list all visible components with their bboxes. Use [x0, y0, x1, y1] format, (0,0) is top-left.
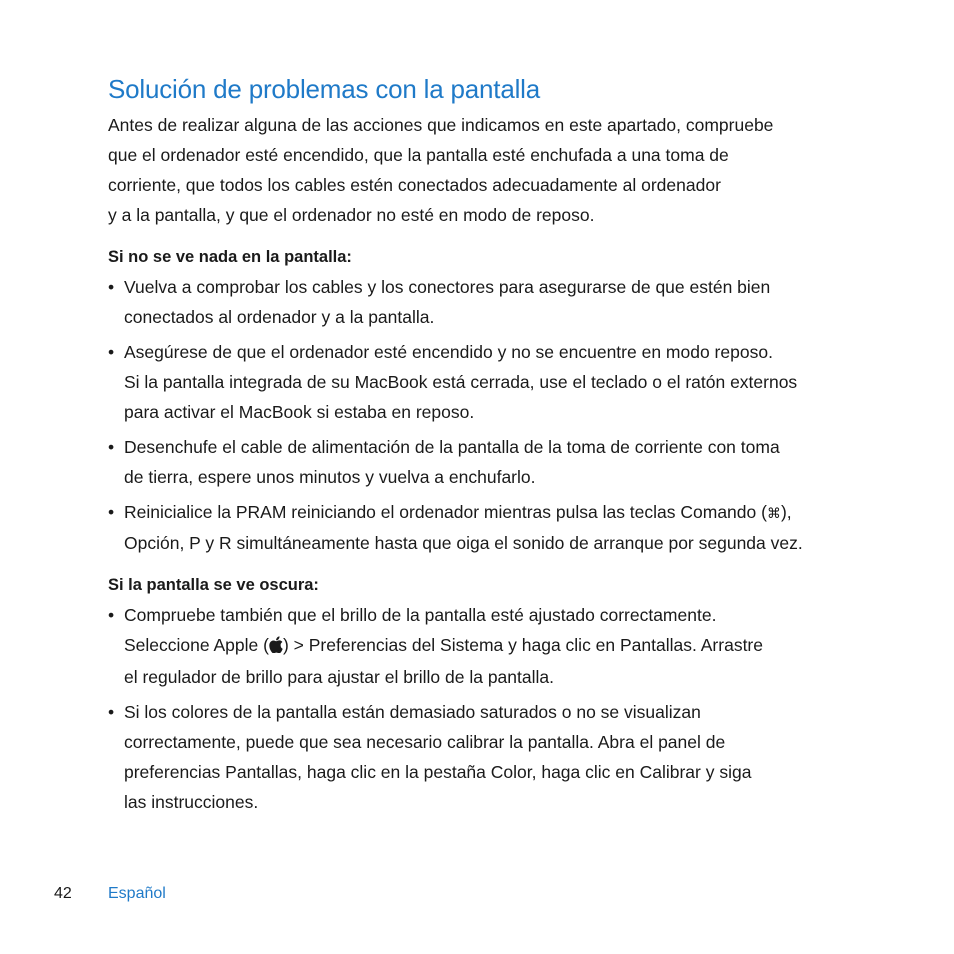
- bullet-dot: •: [108, 502, 115, 522]
- list-item: [108, 432, 898, 492]
- section-heading-no-picture: Si no se ve nada en la pantalla:: [108, 248, 352, 266]
- list-item-text: ),: [780, 502, 792, 522]
- list-item-line: Opción, P y R simultáneamente hasta que oiga el sonido de arranque por segunda vez.: [124, 533, 803, 553]
- list-item-line: para activar el MacBook si estaba en reposo.: [124, 402, 475, 422]
- bullet-dot: •: [108, 605, 115, 625]
- no-picture-list: [108, 272, 898, 558]
- list-item-line: conectados al ordenador y a la pantalla.: [124, 307, 435, 327]
- intro-line: Antes de realizar alguna de las acciones que indicamos en este apartado, compruebe: [108, 115, 774, 135]
- bullet-dot: •: [108, 342, 115, 362]
- apple-logo-icon: [269, 632, 283, 662]
- page-content: [108, 110, 898, 822]
- list-item-line: Reinicialice la PRAM reiniciando el ordenador mientras pulsa las teclas Comando (: [124, 502, 767, 522]
- list-item: [108, 697, 898, 817]
- list-item-line: Asegúrese de que el ordenador esté encendido y no se encuentre en modo reposo.: [124, 342, 773, 362]
- bullet-dot: •: [108, 702, 115, 722]
- command-key-icon: ⌘: [766, 505, 781, 521]
- section-heading-dark-screen: Si la pantalla se ve oscura:: [108, 576, 319, 594]
- list-item-line: las instrucciones.: [124, 792, 259, 812]
- list-item-text: Seleccione Apple (: [124, 635, 269, 655]
- list-item-line: Compruebe también que el brillo de la pantalla esté ajustado correctamente.: [124, 605, 717, 625]
- intro-line: y a la pantalla, y que el ordenador no esté en modo de reposo.: [108, 205, 595, 225]
- list-item-line: Desenchufe el cable de alimentación de la pantalla de la toma de corriente con toma: [124, 437, 780, 457]
- footer-language: Español: [108, 885, 166, 902]
- list-item-line: el regulador de brillo para ajustar el brillo de la pantalla.: [124, 667, 554, 687]
- page-title: Solución de problemas con la pantalla: [108, 74, 540, 104]
- page-number: 42: [54, 885, 72, 902]
- list-item: [108, 600, 898, 692]
- list-item: [108, 497, 898, 558]
- list-item: [108, 337, 898, 427]
- list-item-text: ) > Preferencias del Sistema y haga clic en Pantallas. Arrastre: [282, 635, 763, 655]
- bullet-dot: •: [108, 437, 115, 457]
- list-item-line: preferencias Pantallas, haga clic en la pestaña Color, haga clic en Calibrar y siga: [124, 762, 752, 782]
- intro-paragraph: [108, 110, 898, 230]
- list-item-line: de tierra, espere unos minutos y vuelva a enchufarlo.: [124, 467, 536, 487]
- intro-line: que el ordenador esté encendido, que la pantalla esté enchufada a una toma de: [108, 145, 729, 165]
- dark-screen-list: [108, 600, 898, 817]
- list-item: [108, 272, 898, 332]
- bullet-dot: •: [108, 277, 115, 297]
- list-item-line: correctamente, puede que sea necesario calibrar la pantalla. Abra el panel de: [124, 732, 726, 752]
- list-item-line: Si los colores de la pantalla están demasiado saturados o no se visualizan: [124, 702, 701, 722]
- list-item-line: Vuelva a comprobar los cables y los conectores para asegurarse de que estén bien: [124, 277, 771, 297]
- intro-line: corriente, que todos los cables estén conectados adecuadamente al ordenador: [108, 175, 721, 195]
- list-item-line: Si la pantalla integrada de su MacBook está cerrada, use el teclado o el ratón externos: [124, 372, 798, 392]
